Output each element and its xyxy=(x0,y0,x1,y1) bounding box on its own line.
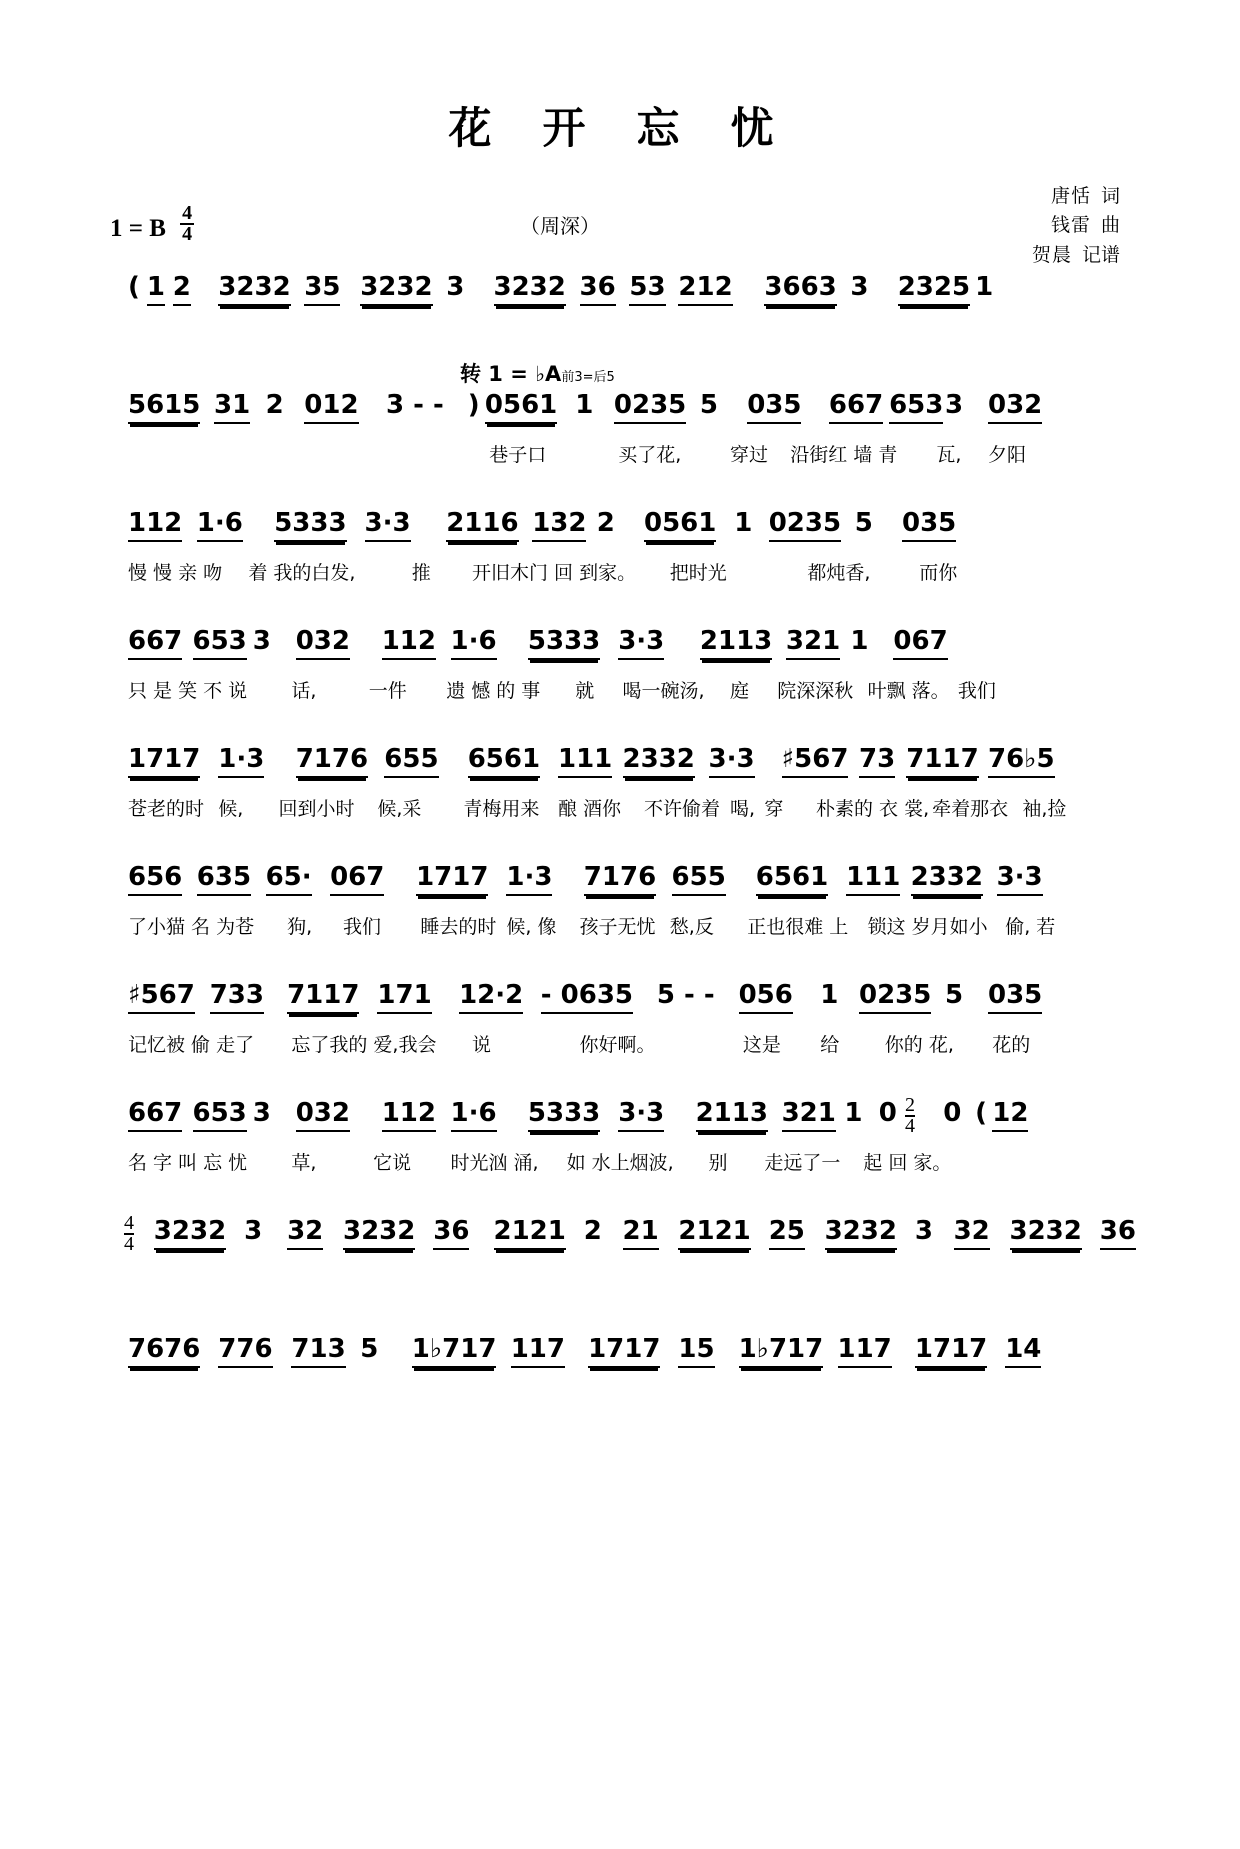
note-line xyxy=(120,730,1120,792)
lyric-text: 买了花, xyxy=(618,444,682,466)
score-system xyxy=(120,730,1120,848)
note-line xyxy=(120,1202,1136,1264)
note-group: 3232 xyxy=(825,1216,897,1250)
lyric-text: 朴素的 衣 裳, xyxy=(816,798,930,820)
note-group: 733 xyxy=(210,980,264,1014)
score-system xyxy=(120,362,1120,494)
lyric-text: 时光汹 涌, xyxy=(450,1152,539,1174)
lyric-text: 叶飘 落。 xyxy=(867,680,950,702)
note-group: 117 xyxy=(838,1334,892,1368)
note-group: 713 xyxy=(291,1334,345,1368)
note-group: 32 xyxy=(287,1216,323,1250)
time-signature xyxy=(180,204,194,244)
note-group: 2332 xyxy=(911,862,983,896)
modulation-note: 前3=后5 xyxy=(561,370,615,385)
lyric-line xyxy=(120,1028,1120,1062)
lyric-line xyxy=(120,556,1120,590)
note-group: 032 xyxy=(296,1098,350,1132)
note-group: 117 xyxy=(511,1334,565,1368)
note-group: 12 xyxy=(992,1098,1028,1132)
note-group: 2 xyxy=(265,390,284,420)
note-group: 171 xyxy=(377,980,431,1014)
note-group: 112 xyxy=(382,626,436,660)
note-group: 1 xyxy=(844,1098,863,1128)
note-group: 067 xyxy=(893,626,947,660)
note-group: 2 xyxy=(583,1216,602,1246)
note-group: 12·2 xyxy=(459,980,523,1014)
score-system xyxy=(120,1202,1136,1320)
lyric-text: 我们 xyxy=(957,680,996,702)
lyric-text: 只 是 笑 不 说 xyxy=(128,680,248,702)
note-group: 5333 xyxy=(528,1098,600,1132)
note-group: 653 xyxy=(889,390,943,424)
note-group: 15 xyxy=(678,1334,714,1368)
key-signature xyxy=(110,204,194,244)
lyric-text: 庭 xyxy=(730,680,750,702)
score-system xyxy=(120,494,1120,612)
lyric-text: 你的 花, xyxy=(884,1034,954,1056)
note-group: 653 xyxy=(193,626,247,660)
note-line xyxy=(120,966,1120,1028)
lyric-text: 你好啊。 xyxy=(579,1034,656,1056)
header-row xyxy=(0,182,1240,266)
note-group: 7176 xyxy=(296,744,368,778)
note-group: 7117 xyxy=(287,980,359,1014)
lyric-text: 苍老的时 xyxy=(128,798,205,820)
note-line xyxy=(120,376,1120,438)
note-group: 5 xyxy=(360,1334,379,1364)
lyric-text: 走远了一 xyxy=(764,1152,841,1174)
note-group: 3 xyxy=(252,626,271,656)
lyric-text: 夕阳 xyxy=(988,444,1027,466)
note-group: 0 xyxy=(878,1098,897,1128)
lyric-text: 瓦, xyxy=(936,444,962,466)
note-group: 3·3 xyxy=(618,1098,664,1132)
note-group: 3 xyxy=(914,1216,933,1246)
note-group: 1 xyxy=(575,390,594,420)
lyric-text: 我们 xyxy=(343,916,382,938)
note-group: 012 xyxy=(304,390,358,424)
note-group: 635 xyxy=(197,862,251,896)
note-group: 667 xyxy=(128,1098,182,1132)
lyric-text: 青梅用来 xyxy=(463,798,540,820)
score-system xyxy=(120,966,1120,1084)
meter-change-2-4: $\frac{2}{4}$ xyxy=(905,1094,915,1137)
lyric-text: 起 回 家。 xyxy=(863,1152,952,1174)
note-group: 112 xyxy=(382,1098,436,1132)
note-group: 3 xyxy=(945,390,964,420)
note-group: 2325 xyxy=(898,272,970,306)
lyric-line xyxy=(120,910,1120,944)
note-group: 5333 xyxy=(274,508,346,542)
lyric-text: 候,采 xyxy=(377,798,422,820)
note-group: ( xyxy=(128,272,140,302)
note-group: 3·3 xyxy=(997,862,1043,896)
note-group: 5 xyxy=(854,508,873,538)
note-group: ) xyxy=(467,390,480,420)
note-group: 3232 xyxy=(360,272,432,306)
time-signature-numerator: 4 xyxy=(182,202,193,224)
note-group: 6561 xyxy=(468,744,540,778)
note-group: 76♭5 xyxy=(988,744,1055,778)
lyric-text: 说 xyxy=(472,1034,492,1056)
note-group: 1 xyxy=(734,508,753,538)
note-group: 111 xyxy=(846,862,900,896)
note-group: 1·6 xyxy=(451,626,497,660)
lyric-line xyxy=(120,320,1120,354)
note-group: 112 xyxy=(128,508,182,542)
note-group: 1·3 xyxy=(218,744,264,778)
modulation-marker xyxy=(460,358,615,388)
note-group: 31 xyxy=(214,390,250,424)
note-group: 21 xyxy=(623,1216,659,1250)
note-group: 3232 xyxy=(494,272,566,306)
lyric-text: 穿过 xyxy=(730,444,769,466)
note-group: 1 xyxy=(850,626,869,656)
lyric-text: 沿街红 墙 青 xyxy=(790,444,898,466)
key-label: 1 = B xyxy=(110,215,166,242)
note-group: 653 xyxy=(193,1098,247,1132)
note-line xyxy=(120,258,1120,320)
note-group: 3232 xyxy=(154,1216,226,1250)
lyric-text: 把时光 xyxy=(669,562,727,584)
note-group: 067 xyxy=(330,862,384,896)
note-group: 2121 xyxy=(494,1216,566,1250)
lyric-text: 名 字 叫 忘 忧 xyxy=(128,1152,248,1174)
lyric-line xyxy=(120,792,1120,826)
note-group: 3232 xyxy=(218,272,290,306)
lyric-text: 遗 憾 的 事 xyxy=(446,680,541,702)
credit-line: 唐恬 词 xyxy=(1050,185,1120,207)
score-system xyxy=(120,848,1120,966)
note-line xyxy=(120,848,1120,910)
note-group: 25 xyxy=(769,1216,805,1250)
lyric-text: 睡去的时 xyxy=(420,916,497,938)
note-group: 3·3 xyxy=(709,744,755,778)
lyric-text: 喝, xyxy=(730,798,756,820)
note-group: 3 xyxy=(252,1098,271,1128)
time-signature-denominator: 4 xyxy=(182,223,193,245)
note-group: 1·3 xyxy=(506,862,552,896)
note-group: - 0635 xyxy=(541,980,633,1014)
note-group: 035 xyxy=(747,390,801,424)
note-group: 5 xyxy=(945,980,964,1010)
note-group: 36 xyxy=(1100,1216,1136,1250)
note-line xyxy=(120,612,1120,674)
lyric-line xyxy=(120,438,1120,472)
note-group: 035 xyxy=(988,980,1042,1014)
note-group: 1717 xyxy=(588,1334,660,1368)
note-group: 5 xyxy=(699,390,718,420)
note-group: 36 xyxy=(580,272,616,306)
lyric-text: 了小猫 名 为苍 xyxy=(128,916,255,938)
lyric-text: 候, xyxy=(218,798,244,820)
note-group: 132 xyxy=(532,508,586,542)
singer-name: （周深） xyxy=(520,214,600,238)
score-system xyxy=(120,1320,1120,1438)
note-group: 0561 xyxy=(644,508,716,542)
note-group: 2113 xyxy=(700,626,772,660)
note-group: 53 xyxy=(629,272,665,306)
sheet-music-page xyxy=(0,95,1240,1849)
note-group: 5615 xyxy=(128,390,200,424)
note-group: 0561 xyxy=(485,390,557,424)
note-group: 3232 xyxy=(343,1216,415,1250)
note-line xyxy=(120,494,1120,556)
note-group: 35 xyxy=(304,272,340,306)
note-group: 321 xyxy=(782,1098,836,1132)
lyric-text: 孩子无忧 xyxy=(579,916,656,938)
note-group: 2 xyxy=(173,272,191,306)
note-group: 1 xyxy=(820,980,839,1010)
note-group: 1717 xyxy=(416,862,488,896)
lyric-line xyxy=(120,1264,1120,1298)
note-group: 3 xyxy=(244,1216,263,1246)
lyric-text: 巷子口 xyxy=(489,444,547,466)
lyric-text: 推 xyxy=(411,562,431,584)
lyric-text: 而你 xyxy=(919,562,958,584)
score-system xyxy=(120,1084,1120,1202)
lyric-text: 话, xyxy=(291,680,317,702)
note-group: 3232 xyxy=(1010,1216,1082,1250)
note-group: 1 xyxy=(975,272,994,302)
note-group: 73 xyxy=(859,744,895,778)
meter-change-4-4: $\frac{4}{4}$ xyxy=(124,1212,134,1255)
note-group: 7176 xyxy=(584,862,656,896)
note-group: 1 xyxy=(147,272,165,306)
note-group: 1·6 xyxy=(197,508,243,542)
lyric-text: 草, xyxy=(291,1152,317,1174)
score-system xyxy=(120,612,1120,730)
note-group: 1♭717 xyxy=(412,1334,497,1368)
note-group: 667 xyxy=(128,626,182,660)
note-group: 14 xyxy=(1005,1334,1041,1368)
lyric-text: 愁,反 xyxy=(669,916,714,938)
note-group: 3663 xyxy=(764,272,836,306)
lyric-text: 给 xyxy=(820,1034,840,1056)
note-group: 3·3 xyxy=(618,626,664,660)
note-group: 6561 xyxy=(756,862,828,896)
lyric-text: 不许偷着 xyxy=(644,798,721,820)
credit-line: 贺晨 记谱 xyxy=(1031,243,1120,266)
lyric-text: 袖,捡 xyxy=(1022,798,1067,820)
lyric-text: 慢 慢 亲 吻 xyxy=(128,562,223,584)
lyric-text: 这是 xyxy=(742,1034,781,1056)
note-group: 032 xyxy=(296,626,350,660)
lyric-line xyxy=(120,1146,1120,1180)
lyric-text: 牵着那衣 xyxy=(932,798,1009,820)
lyric-text: 狗, xyxy=(287,916,313,938)
score-system xyxy=(120,258,1120,376)
lyric-text: 别 xyxy=(708,1152,728,1174)
note-group: 1·6 xyxy=(451,1098,497,1132)
lyric-text: 酿 酒你 xyxy=(558,798,622,820)
note-group: 3 - - xyxy=(386,390,444,420)
note-group: 035 xyxy=(902,508,956,542)
note-group: 212 xyxy=(678,272,732,306)
note-group: 32 xyxy=(954,1216,990,1250)
modulation-label: 转 1 = xyxy=(460,362,528,386)
lyric-text: 着 我的白发, xyxy=(248,562,356,584)
note-group: 1717 xyxy=(128,744,200,778)
note-group: 7117 xyxy=(906,744,978,778)
note-group: ( xyxy=(975,1098,987,1128)
note-group: 0235 xyxy=(614,390,686,424)
score-body xyxy=(120,258,1136,1438)
note-group: 656 xyxy=(128,862,182,896)
lyric-text: 回到小时 xyxy=(278,798,355,820)
note-group: 655 xyxy=(384,744,438,778)
lyric-text: 如 水上烟波, xyxy=(566,1152,674,1174)
note-group: 0235 xyxy=(769,508,841,542)
lyric-text: 候, 像 xyxy=(506,916,557,938)
lyric-text: 一件 xyxy=(368,680,407,702)
note-group: ♯567 xyxy=(782,744,849,778)
lyric-line xyxy=(120,1382,1120,1416)
note-group: 032 xyxy=(988,390,1042,424)
note-group: 3 xyxy=(850,272,869,302)
note-group: 3·3 xyxy=(365,508,411,542)
note-group: 2332 xyxy=(623,744,695,778)
lyric-text: 就 xyxy=(575,680,595,702)
lyric-text: 花的 xyxy=(992,1034,1031,1056)
note-line xyxy=(120,1320,1120,1382)
note-group: ♯567 xyxy=(128,980,195,1014)
note-group: 321 xyxy=(786,626,840,660)
note-group: 1717 xyxy=(915,1334,987,1368)
note-group: 36 xyxy=(433,1216,469,1250)
note-group: 2121 xyxy=(678,1216,750,1250)
lyric-text: 院深深秋 xyxy=(777,680,854,702)
lyric-text: 正也很难 上 xyxy=(747,916,849,938)
modulation-key: ♭A xyxy=(535,362,562,386)
note-group: 056 xyxy=(739,980,793,1014)
lyric-text: 喝一碗汤, xyxy=(622,680,705,702)
note-group: 0 xyxy=(943,1098,962,1128)
lyric-text: 开旧木门 回 到家。 xyxy=(472,562,637,584)
note-group: 667 xyxy=(829,390,883,424)
credit-line: 钱雷 曲 xyxy=(1050,214,1120,237)
note-group: 2113 xyxy=(696,1098,768,1132)
page-title: 花 开 忘 忧 xyxy=(448,104,792,154)
note-group: 1♭717 xyxy=(739,1334,824,1368)
note-group: 65· xyxy=(266,862,312,896)
lyric-text: 偷, 若 xyxy=(1005,916,1056,938)
note-line xyxy=(120,1084,1120,1146)
note-group: 2116 xyxy=(446,508,518,542)
lyric-text: 穿 xyxy=(764,798,784,820)
note-group: 111 xyxy=(558,744,612,778)
lyric-text: 忘了我的 爱,我会 xyxy=(291,1034,437,1056)
lyric-text: 锁这 岁月如小 xyxy=(867,916,988,938)
lyric-text: 它说 xyxy=(373,1152,412,1174)
note-group: 7676 xyxy=(128,1334,200,1368)
note-group: 2 xyxy=(596,508,615,538)
lyric-text: 记忆被 偷 走了 xyxy=(128,1034,255,1056)
note-group: 5333 xyxy=(528,626,600,660)
note-group: 776 xyxy=(218,1334,272,1368)
lyric-text: 都炖香, xyxy=(807,562,871,584)
note-group: 0235 xyxy=(859,980,931,1014)
note-group: 3 xyxy=(446,272,465,302)
note-group: 5 - - xyxy=(656,980,715,1010)
lyric-line xyxy=(120,674,1120,708)
note-group: 655 xyxy=(672,862,726,896)
